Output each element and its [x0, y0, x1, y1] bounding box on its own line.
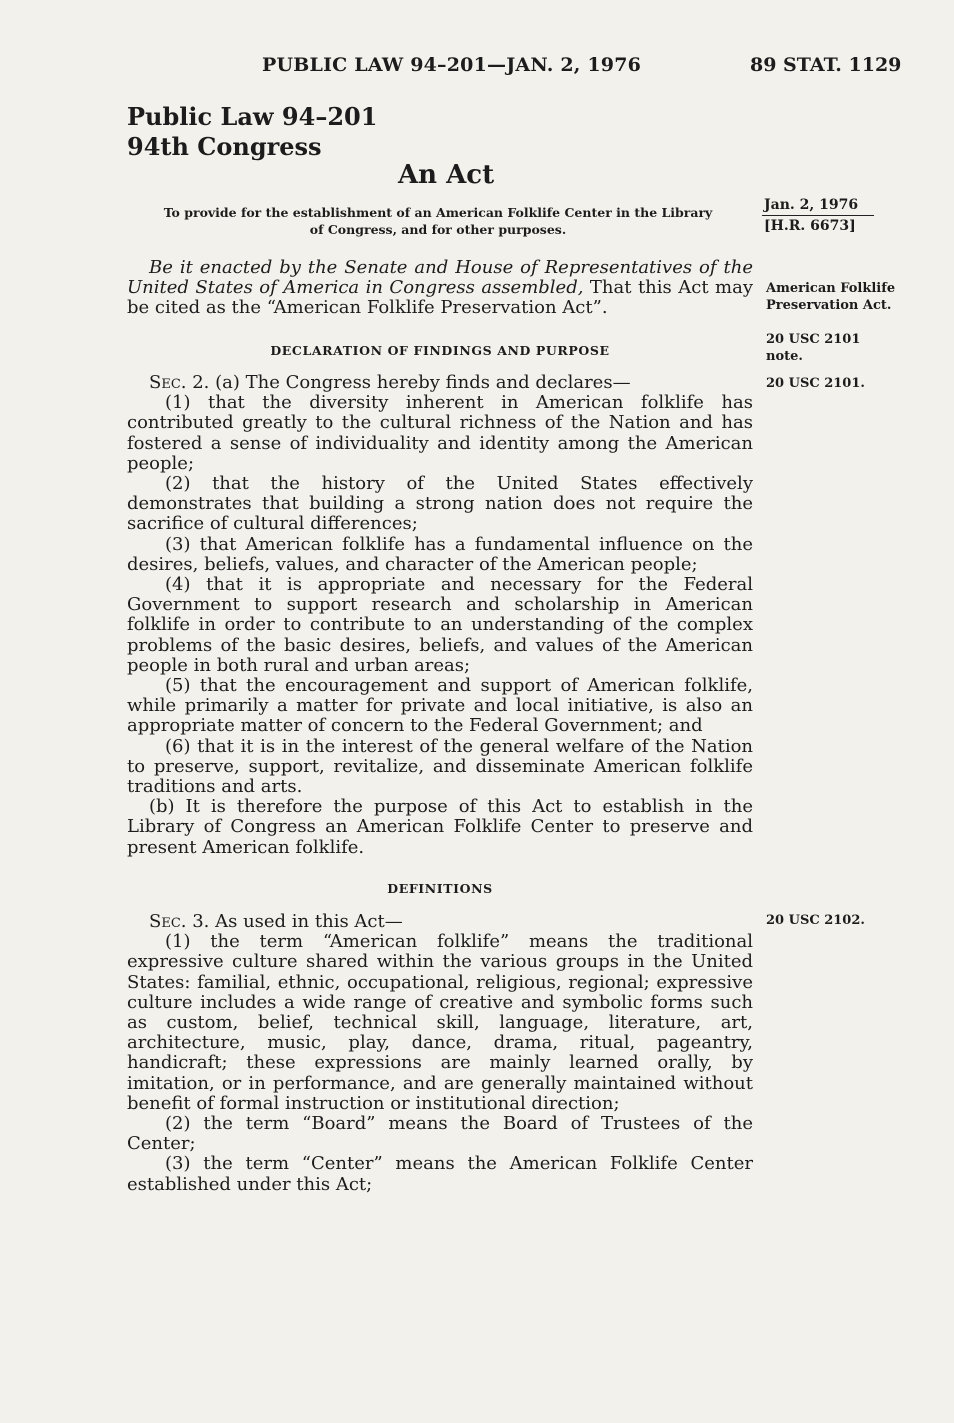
- sidenote-date: Jan. 2, 1976: [764, 197, 859, 213]
- running-head: PUBLIC LAW 94–201—JAN. 2, 1976: [262, 54, 642, 76]
- section-3-heading: DEFINITIONS: [387, 881, 493, 896]
- section-3-lead: [127, 912, 753, 932]
- statute-reference: 89 STAT. 1129: [750, 54, 902, 76]
- purpose-line-2: of Congress, and for other purposes.: [309, 222, 567, 237]
- section-2-lead: [127, 373, 753, 393]
- enacting-paragraph: [127, 258, 753, 319]
- sidenote-usc-2101: 20 USC 2101.: [766, 376, 865, 391]
- law-number: Public Law 94–201: [127, 102, 378, 131]
- bleed-through: [660, 120, 665, 139]
- purpose-statement: [127, 204, 749, 238]
- finding-1: (1) that the diversity inherent in American folklife has contributed greatly to the cultural richness of the Nation and has fostered a sense of individuality and identity among the American people;: [127, 392, 753, 474]
- section-3: [127, 912, 753, 1195]
- finding-2: (2) that the history of the United States effectively demonstrates that building a strong nation does not require the sacrifice of cultural differences;: [127, 473, 753, 535]
- sidenote-usc-2101-note-line2: note.: [766, 349, 803, 364]
- section-2-lead-text: (a) The Congress hereby finds and declares—: [209, 372, 631, 393]
- act-title: An Act: [398, 160, 495, 190]
- definition-3: (3) the term “Center” means the American Folklife Center established under this Act;: [127, 1153, 753, 1195]
- section-2-heading: DECLARATION OF FINDINGS AND PURPOSE: [270, 343, 610, 358]
- congress-number: 94th Congress: [127, 132, 322, 161]
- sidenote-bill-number: [H.R. 6673]: [764, 218, 856, 234]
- sidenote-usc-2102: 20 USC 2102.: [766, 913, 865, 928]
- finding-6: (6) that it is in the interest of the general welfare of the Nation to preserve, support, revitalize, and disseminate American folklife traditions and arts.: [127, 735, 753, 798]
- sidenote-usc-2101-note: [766, 331, 916, 365]
- section-2-label: Sec. 2.: [149, 372, 210, 393]
- sidenote-usc-2101-note-line1: 20 USC 2101: [766, 332, 861, 347]
- short-title-text: That this Act may be cited as the “American Folklife Preservation Act”.: [127, 277, 753, 319]
- section-3-lead-text: As used in this Act—: [209, 911, 403, 932]
- finding-3: (3) that American folklife has a fundamental influence on the desires, beliefs, values, and character of the American people;: [127, 533, 753, 575]
- definition-1: (1) the term “American folklife” means the traditional expressive culture shared within the various groups in the United States: familial, ethnic, occupational, religious, regional; expressive culture includes a wide range of creative and symbolic forms such as custom, belief, technical skill, language, literature, art, architecture, music, play, dance, drama, ritual, pageantry, handicraft; these expressions are mainly learned orally, by imitation, or in performance, and are generally maintained without benefit of formal instruction or institutional direction;: [127, 931, 753, 1114]
- section-2: [127, 373, 753, 858]
- sidenote-rule: [762, 215, 874, 216]
- definition-2: (2) the term “Board” means the Board of Trustees of the Center;: [127, 1113, 753, 1155]
- enacting-clause: [127, 258, 753, 319]
- section-3-label: Sec. 3.: [149, 911, 210, 932]
- purpose-line-1: To provide for the establishment of an American Folklife Center in the Library: [163, 205, 713, 220]
- finding-5: (5) that the encouragement and support of American folklife, while primarily a matter for private and local initiative, is also an appropriate matter of concern to the Federal Government; and: [127, 675, 753, 737]
- enacting-formula: Be it enacted by the Senate and House of Representatives of the United States of America in Congress assembled,: [127, 257, 753, 299]
- sidenote-short-title: American Folklife Preservation Act.: [766, 281, 896, 313]
- purpose-clause: (b) It is therefore the purpose of this Act to establish in the Library of Congress an American Folklife Center to preserve and present American folklife.: [127, 796, 753, 858]
- finding-4: (4) that it is appropriate and necessary for the Federal Government to support research and scholarship in American folklife in order to contribute to an understanding of the complex problems of the basic desires, beliefs, and values of the American people in both rural and urban areas;: [127, 574, 753, 676]
